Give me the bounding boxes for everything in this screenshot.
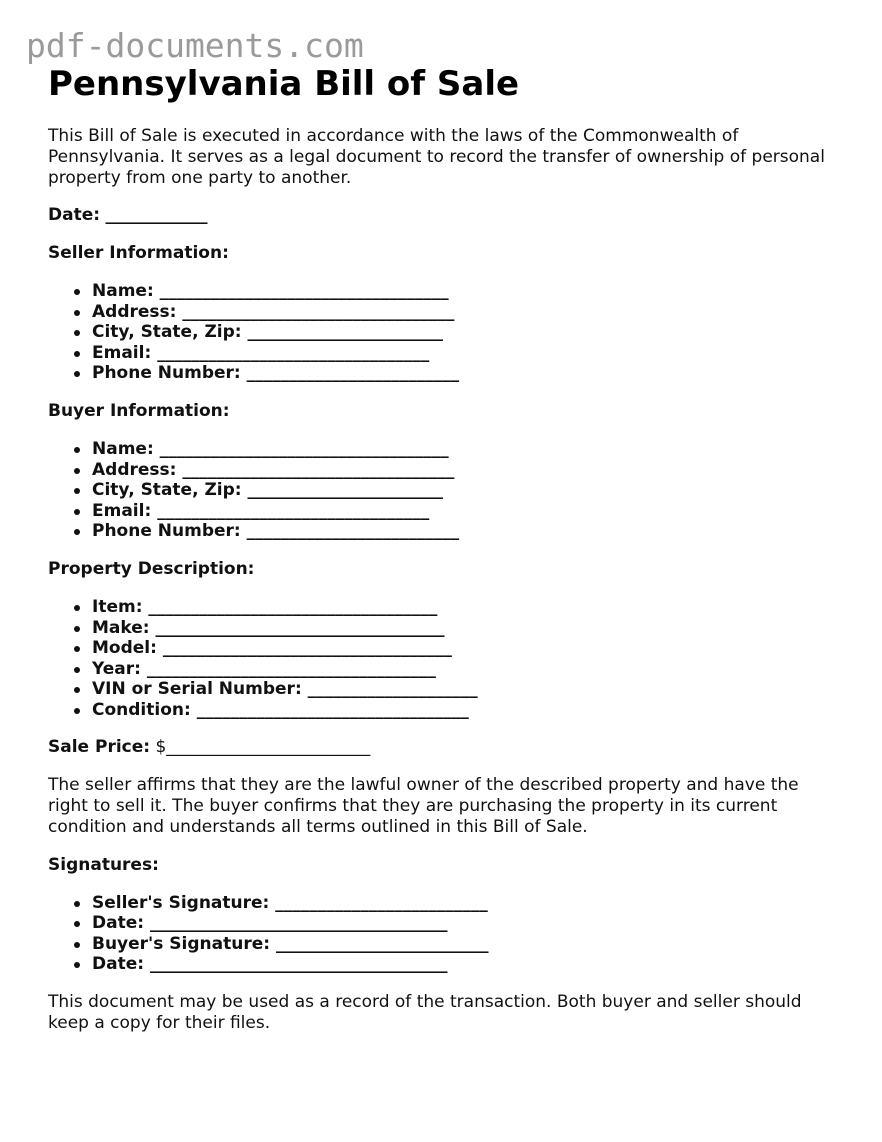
field-blank: ____________________ [307, 679, 478, 700]
field-label: Address: [92, 459, 177, 480]
property-condition-field [92, 700, 838, 721]
field-label: Item: [92, 596, 143, 617]
buyer-signature-field [92, 934, 838, 955]
field-label: Address: [92, 301, 177, 322]
field-label: Email: [92, 342, 152, 363]
signatures-section-title: Signatures: [48, 854, 159, 875]
field-blank: __________________________________ [146, 658, 436, 679]
field-blank: ________________________________ [157, 342, 430, 363]
seller-name-field [92, 281, 838, 302]
affirmation-paragraph: The seller affirms that they are the lawful owner of the described property and have the right to sell it. The buyer confirms that they are purchasing the property in its current condition and understands all terms outlined in this Bill of Sale. [48, 774, 799, 837]
field-blank: _______________________ [247, 322, 443, 343]
property-year-field [92, 659, 838, 680]
field-blank: _________________________ [246, 521, 460, 542]
field-blank: ________________________________ [157, 500, 430, 521]
field-blank: ________________________________ [182, 301, 455, 322]
field-label: Model: [92, 638, 157, 659]
buyer-phone-field [92, 521, 838, 542]
buyer-name-field [92, 439, 838, 460]
page-title: Pennsylvania Bill of Sale [48, 64, 520, 104]
field-label: City, State, Zip: [92, 322, 242, 343]
field-blank: ________________________________ [196, 699, 469, 720]
field-blank: __________________________________ [155, 617, 445, 638]
field-label: Name: [92, 438, 154, 459]
property-fields-list [48, 597, 838, 721]
field-blank: ___________________________________ [149, 913, 448, 934]
field-blank: _________________________ [246, 363, 460, 384]
field-label: VIN or Serial Number: [92, 679, 302, 700]
property-make-field [92, 618, 838, 639]
watermark: pdf-documents.com [26, 26, 364, 65]
field-label: Date: [92, 954, 145, 975]
document-body [48, 62, 838, 1034]
property-item-field [92, 597, 838, 618]
seller-section-title: Seller Information: [48, 243, 229, 263]
buyer-section-title: Buyer Information: [48, 400, 230, 421]
field-blank: __________________________________ [162, 638, 452, 659]
field-label: Email: [92, 500, 152, 521]
field-blank: __________________________________ [148, 596, 438, 617]
date-field [48, 205, 838, 226]
date-blank: ____________ [105, 205, 208, 225]
seller-signature-field [92, 893, 838, 914]
buyer-email-field [92, 501, 838, 522]
seller-email-field [92, 343, 838, 364]
property-section-title: Property Description: [48, 558, 255, 579]
field-blank: ___________________________________ [149, 954, 448, 975]
field-label: Seller's Signature: [92, 892, 270, 913]
field-label: Name: [92, 281, 154, 301]
seller-fields-list [48, 281, 838, 384]
field-label: Condition: [92, 699, 191, 720]
field-blank: ________________________________ [182, 459, 455, 480]
seller-date-field [92, 913, 838, 934]
field-blank: _________________________ [275, 933, 489, 954]
buyer-fields-list [48, 439, 838, 542]
field-label: Buyer's Signature: [92, 933, 271, 954]
closing-paragraph: This document may be used as a record of the transaction. Both buyer and seller should keep a copy for their files. [48, 991, 802, 1033]
intro-paragraph: This Bill of Sale is executed in accordance with the laws of the Commonwealth of Pennsylvania. It serves as a legal document to record the transfer of ownership of personal property from one party to another. [48, 126, 825, 188]
buyer-city-field [92, 480, 838, 501]
sale-price-label: Sale Price: [48, 736, 151, 757]
seller-address-field [92, 302, 838, 323]
signatures-list [48, 893, 838, 975]
field-blank: _________________________ [275, 892, 488, 913]
property-model-field [92, 638, 838, 659]
field-label: Year: [92, 658, 141, 679]
field-blank: __________________________________ [159, 438, 449, 459]
sale-price-field [48, 737, 838, 758]
field-label: Phone Number: [92, 363, 241, 384]
buyer-date-field [92, 954, 838, 975]
seller-phone-field [92, 363, 838, 384]
seller-city-field [92, 322, 838, 343]
field-label: Phone Number: [92, 521, 241, 542]
field-label: Make: [92, 617, 150, 638]
field-blank: _______________________ [247, 480, 443, 501]
field-label: Date: [92, 913, 145, 934]
field-label: City, State, Zip: [92, 480, 242, 501]
field-blank: __________________________________ [159, 281, 449, 301]
property-vin-field [92, 679, 838, 700]
date-label: Date: [48, 205, 101, 225]
sale-price-blank: $________________________ [155, 736, 371, 757]
buyer-address-field [92, 460, 838, 481]
